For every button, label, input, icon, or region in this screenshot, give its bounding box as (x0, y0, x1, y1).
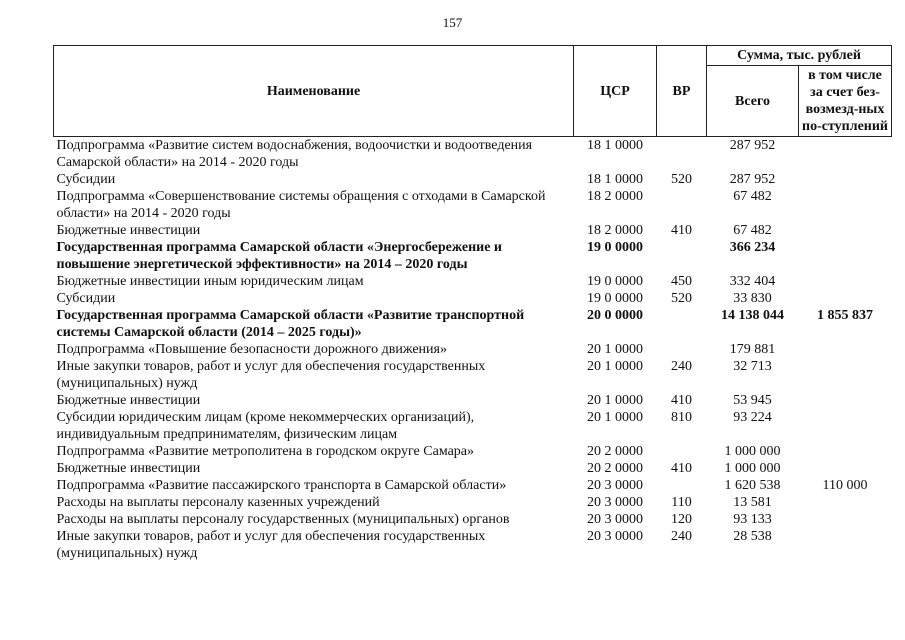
row-total: 67 482 (733, 223, 772, 238)
table-row (54, 188, 892, 222)
row-vr (657, 443, 707, 460)
row-csr: 20 3 0000 (587, 478, 643, 493)
table-row (54, 477, 892, 494)
row-total: 366 234 (729, 240, 776, 255)
row-csr: 19 0 0000 (587, 291, 643, 306)
row-total: 1 620 538 (724, 478, 781, 493)
row-vr (657, 477, 707, 494)
row-incl (799, 341, 892, 358)
table-row (54, 358, 892, 392)
row-vr: 520 (671, 172, 692, 187)
row-total: 33 830 (733, 291, 772, 306)
row-total: 67 482 (733, 189, 772, 204)
row-name: Подпрограмма «Повышение безопасности дорожного движения» (56, 342, 447, 357)
row-name: Государственная программа Самарской области «Развитие транспортной системы Самарской области (2014 – 2025 годы)» (56, 308, 525, 340)
page-number: 157 (442, 15, 463, 30)
row-vr (657, 341, 707, 358)
row-csr: 20 1 0000 (587, 410, 643, 425)
header-csr: ЦСР (574, 46, 657, 137)
row-incl (799, 171, 892, 188)
table-header (54, 46, 892, 137)
row-incl (799, 460, 892, 477)
header-vr: ВР (657, 46, 707, 137)
row-vr: 450 (671, 274, 692, 289)
row-total: 93 224 (733, 410, 772, 425)
row-name: Бюджетные инвестиции иным юридическим лицам (56, 274, 364, 289)
row-csr: 18 2 0000 (587, 223, 643, 238)
row-csr: 20 2 0000 (587, 444, 643, 459)
row-total: 287 952 (729, 172, 776, 187)
row-vr (657, 137, 707, 172)
header-incl: в том числе за счет без-возмезд-ных по-ступлений (799, 66, 892, 137)
table-row (54, 137, 892, 172)
table-row (54, 171, 892, 188)
table-row (54, 222, 892, 239)
table-row (54, 460, 892, 477)
row-vr (657, 188, 707, 222)
row-csr: 19 0 0000 (587, 274, 643, 289)
row-total: 1 000 000 (724, 444, 781, 459)
row-name: Субсидии юридическим лицам (кроме некоммерческих организаций), индивидуальным предпринимателям, физическим лицам (56, 410, 475, 442)
row-total: 332 404 (729, 274, 776, 289)
row-name: Подпрограмма «Совершенствование системы обращения с отходами в Самарской области» на 2014 - 2020 годы (56, 189, 546, 221)
row-csr: 18 2 0000 (587, 189, 643, 204)
row-csr: 20 3 0000 (587, 529, 643, 544)
row-csr: 20 1 0000 (587, 342, 643, 357)
row-incl (799, 358, 892, 392)
row-vr: 410 (671, 393, 692, 408)
table-row (54, 341, 892, 358)
row-incl (799, 392, 892, 409)
row-name: Субсидии (56, 291, 116, 306)
row-total: 53 945 (733, 393, 772, 408)
row-incl (799, 273, 892, 290)
row-vr: 520 (671, 291, 692, 306)
row-name: Государственная программа Самарской области «Энергосбережение и повышение энергетической эффективности» на 2014 – 2020 годы (56, 240, 502, 272)
row-vr: 810 (671, 410, 692, 425)
header-sum-group: Сумма, тыс. рублей (707, 46, 892, 66)
row-name: Бюджетные инвестиции (56, 461, 201, 476)
row-vr: 240 (671, 529, 692, 544)
row-total: 28 538 (733, 529, 772, 544)
row-incl (799, 528, 892, 562)
row-name: Субсидии (56, 172, 116, 187)
row-incl (799, 137, 892, 172)
row-vr: 240 (671, 359, 692, 374)
row-incl: 1 855 837 (817, 308, 873, 323)
table-row (54, 392, 892, 409)
row-csr: 20 1 0000 (587, 393, 643, 408)
row-csr: 20 3 0000 (587, 495, 643, 510)
row-csr: 20 0 0000 (587, 308, 643, 323)
row-total: 1 000 000 (724, 461, 781, 476)
table-row (54, 409, 892, 443)
row-name: Расходы на выплаты персоналу государственных (муниципальных) органов (56, 512, 510, 527)
row-name: Подпрограмма «Развитие систем водоснабжения, водоочистки и водоотведения Самарской области» на 2014 - 2020 годы (56, 138, 533, 170)
header-total: Всего (707, 66, 799, 137)
row-csr: 20 1 0000 (587, 359, 643, 374)
table-row (54, 307, 892, 341)
row-csr: 20 2 0000 (587, 461, 643, 476)
row-incl (799, 222, 892, 239)
table-row (54, 494, 892, 511)
row-vr (657, 307, 707, 341)
table-body (54, 137, 892, 563)
row-incl (799, 239, 892, 273)
row-csr: 20 3 0000 (587, 512, 643, 527)
row-incl (799, 443, 892, 460)
row-incl (799, 188, 892, 222)
row-csr: 18 1 0000 (587, 138, 643, 153)
row-vr: 110 (671, 495, 692, 510)
table-row (54, 443, 892, 460)
row-total: 287 952 (729, 138, 776, 153)
row-csr: 18 1 0000 (587, 172, 643, 187)
row-total: 179 881 (729, 342, 776, 357)
row-total: 13 581 (733, 495, 772, 510)
row-name: Расходы на выплаты персоналу казенных учреждений (56, 495, 380, 510)
row-name: Подпрограмма «Развитие метрополитена в городском округе Самара» (56, 444, 475, 459)
row-incl (799, 409, 892, 443)
row-vr (657, 239, 707, 273)
row-name: Подпрограмма «Развитие пассажирского транспорта в Самарской области» (56, 478, 507, 493)
table-row (54, 239, 892, 273)
table-row (54, 290, 892, 307)
row-vr: 120 (671, 512, 692, 527)
row-total: 93 133 (733, 512, 772, 527)
row-csr: 19 0 0000 (587, 240, 643, 255)
row-total: 32 713 (733, 359, 772, 374)
row-name: Бюджетные инвестиции (56, 393, 201, 408)
header-name: Наименование (54, 46, 574, 137)
row-incl (799, 494, 892, 511)
row-incl: 110 000 (822, 478, 868, 493)
row-incl (799, 290, 892, 307)
row-name: Иные закупки товаров, работ и услуг для обеспечения государственных (муниципальных) нужд (56, 529, 486, 561)
table-row (54, 511, 892, 528)
row-name: Иные закупки товаров, работ и услуг для обеспечения государственных (муниципальных) нужд (56, 359, 486, 391)
row-name: Бюджетные инвестиции (56, 223, 201, 238)
table-row (54, 273, 892, 290)
row-incl (799, 511, 892, 528)
table-row (54, 528, 892, 562)
row-vr: 410 (671, 461, 692, 476)
row-total: 14 138 044 (721, 308, 784, 323)
row-vr: 410 (671, 223, 692, 238)
budget-table (53, 45, 892, 562)
